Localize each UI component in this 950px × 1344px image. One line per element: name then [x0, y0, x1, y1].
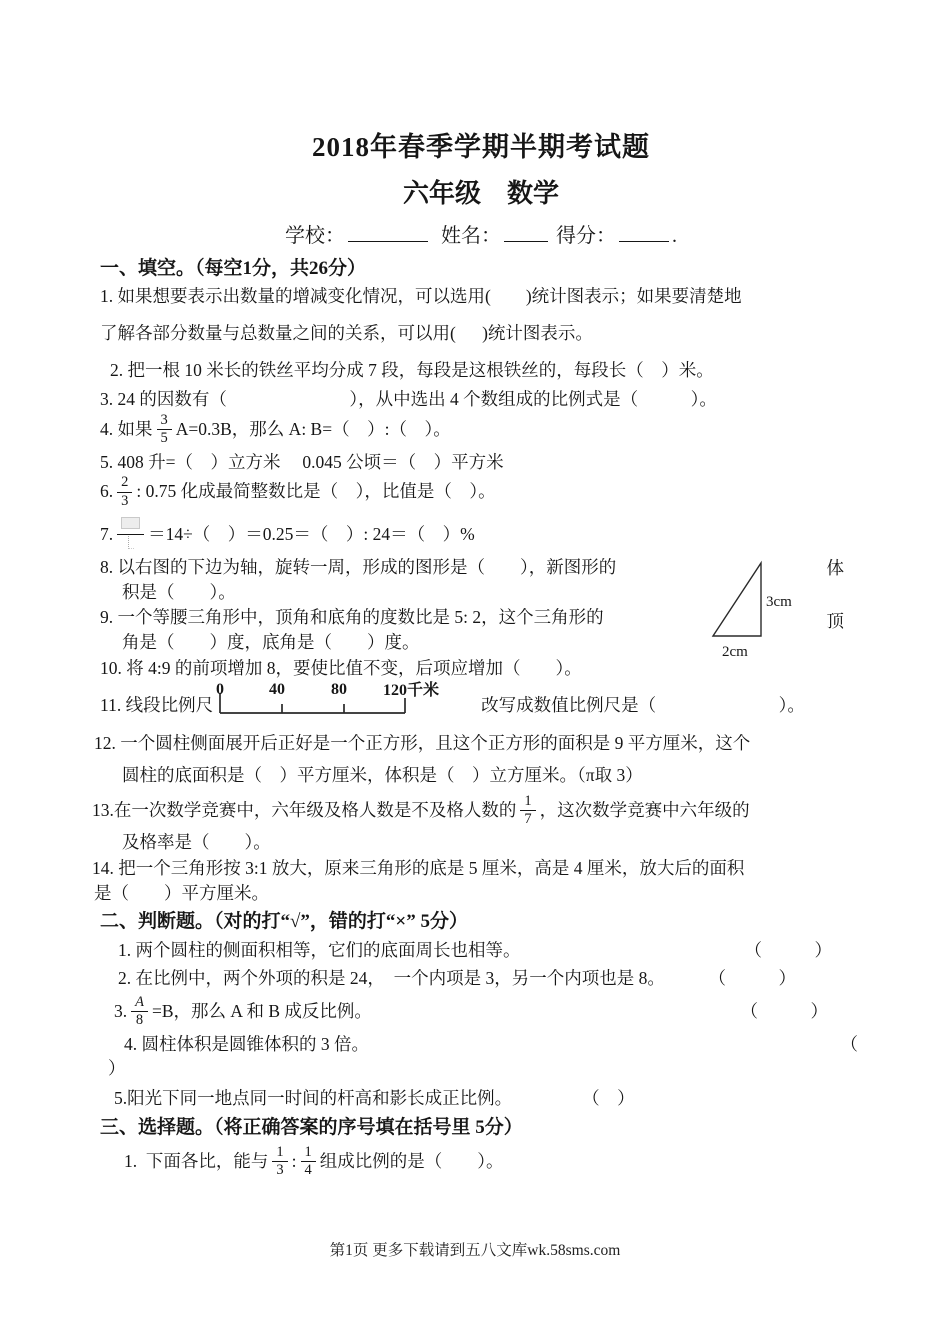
judge-2-brackets: （ ）	[708, 967, 796, 988]
judge-3-brackets: （ ）	[740, 1001, 828, 1021]
fill-q12-line2: 圆柱的底面积是（ ）平方厘米，体积是（ ）立方厘米。（π取 3）	[122, 764, 643, 785]
choice-1-colon: :	[291, 1150, 297, 1171]
school-blank-line	[348, 222, 428, 242]
scale-tick-40: 40	[269, 680, 286, 698]
judge-item-5: 5.阳光下同一地点同一时间的杆高和影长成正比例。 （ ）	[114, 1088, 635, 1109]
judge-4-bracket-open: （	[840, 1034, 858, 1055]
fill-q3: 3. 24 的因数有（ ），从中选出 4 个数组成的比例式是（ ）。	[100, 388, 717, 409]
fill-q10: 10. 将 4:9 的前项增加 8，要使比值不变，后项应增加（ ）。	[100, 657, 582, 678]
fill-q14-line1: 14. 把一个三角形按 3:1 放大，原来三角形的底是 5 厘米，高是 4 厘米，放大后的面积	[92, 858, 745, 879]
judge-1-text: 1. 两个圆柱的侧面积相等，它们的底面周长也相等。	[118, 939, 521, 960]
fraction-denominator: 7	[524, 811, 532, 828]
wrapped-char-ding: 顶	[826, 611, 844, 632]
fraction-1-7	[520, 794, 535, 827]
fill-q4	[100, 413, 862, 446]
after-score-dot: .	[672, 224, 677, 247]
choice-item-1	[100, 1145, 862, 1178]
scale-bar-figure	[213, 680, 455, 722]
fraction-a-8	[131, 995, 148, 1028]
q4-text-pre: 4. 如果	[100, 418, 153, 439]
scale-tick-80: 80	[331, 680, 348, 698]
q13-text-pre: 13.在一次数学竞赛中，六年级及格人数是不及格人数的	[92, 800, 517, 821]
fraction-denominator: 8	[135, 1012, 144, 1029]
fill-q8-line2: 积是（ ）。	[122, 582, 236, 603]
fraction-numerator	[117, 517, 144, 535]
judge-item-1	[100, 939, 862, 962]
judge-2-text: 2. 在比例中，两个外项的积是 24， 一个内项是 3，另一个内项也是 8。	[118, 967, 665, 988]
triangle-base-label: 2cm	[722, 644, 748, 661]
page-footer: 第1页 更多下载请到五八文库wk.58sms.com	[329, 1242, 621, 1259]
fraction-numerator: 1	[301, 1145, 316, 1162]
fraction-3-5	[157, 413, 172, 446]
page-subtitle: 六年级 数学	[402, 178, 559, 208]
fraction-denominator: 3	[121, 492, 129, 509]
fill-q9-line2: 角是（ ）度，底角是（ ）度。	[122, 632, 420, 653]
scale-bar-line	[220, 693, 405, 713]
fill-q5: 5. 408 升=（ ）立方米 0.045 公顷＝（ ）平方米	[100, 452, 504, 473]
judge-item-2	[100, 967, 862, 990]
fill-q13-line1	[92, 794, 862, 827]
blank-box	[121, 517, 140, 529]
fill-q6	[100, 475, 862, 508]
page-title: 2018年春季学期半期考试题	[312, 132, 650, 162]
fraction-numerator: 3	[157, 413, 172, 430]
q6-text-pre: 6.	[100, 481, 114, 502]
wrapped-char-ti: 体	[826, 558, 844, 579]
score-label: 得分：	[556, 224, 616, 247]
judge-4-text: 4. 圆柱体积是圆锥体积的 3 倍。	[124, 1034, 369, 1055]
fill-q12-line1: 12. 一个圆柱侧面展开后正好是一个正方形，且这个正方形的面积是 9 平方厘米，这个	[94, 732, 751, 753]
q11-text-pre: 11. 线段比例尺	[100, 695, 214, 716]
q7-text-pre: 7.	[100, 524, 114, 545]
score-blank-line	[619, 222, 669, 242]
fill-q8-q9-block	[100, 556, 862, 661]
fraction-numerator: A	[131, 995, 148, 1012]
fill-q2: 2. 把一根 10 米长的铁丝平均分成 7 段，每段是这根铁丝的，每段长（ ）米。	[110, 359, 714, 380]
fraction-denominator: 4	[304, 1161, 312, 1178]
triangle-shape	[713, 563, 761, 636]
name-blank-line	[504, 222, 548, 242]
header-fields	[100, 222, 862, 249]
fraction-1-4	[301, 1145, 316, 1178]
fill-q13-line2: 及格率是（ ）。	[122, 832, 271, 853]
fraction-numerator: 2	[117, 475, 132, 492]
fraction-numerator: 1	[272, 1145, 287, 1162]
section-2-heading: 二、判断题。（对的打“√”，错的打“×” 5分）	[100, 910, 469, 932]
fill-q9-line1: 9. 一个等腰三角形中，顶角和底角的度数比是 5: 2，这个三角形的	[100, 607, 604, 628]
blank-box	[128, 536, 134, 549]
q4-text-post: A=0.3B，那么 A: B=（ ）:（ ）。	[175, 418, 451, 439]
section-1-heading: 一、填空。（每空1分，共26分）	[100, 258, 367, 280]
judge-3-text-post: =B，那么 A 和 B 成反比例。	[151, 1001, 372, 1021]
fraction-numerator: 1	[520, 794, 535, 811]
school-label: 学校：	[285, 224, 345, 247]
judge-1-brackets: （ ）	[744, 939, 832, 960]
fraction-denominator: 5	[160, 430, 168, 446]
right-triangle-figure	[706, 556, 810, 662]
fraction-2-3	[117, 475, 132, 508]
fill-q1-line2: 了解各部分数量与总数量之间的关系，可以用( )统计图表示。	[100, 322, 593, 343]
fraction-denominator: 3	[276, 1161, 284, 1178]
judge-item-3	[100, 995, 862, 1028]
q6-text-post: : 0.75 化成最简整数比是（ ），比值是（ ）。	[136, 481, 496, 502]
fill-q7	[100, 517, 862, 553]
fill-q1-line1: 1. 如果想要表示出数量的增减变化情况，可以选用( )统计图表示；如果要清楚地	[100, 286, 742, 307]
scale-tick-0: 0	[216, 680, 225, 698]
fill-q8-line1: 8. 以右图的下边为轴，旋转一周，形成的图形是（ ），新图形的	[100, 557, 617, 578]
q7-text-post: ＝14÷（ ）＝0.25＝（ ）: 24＝（ ）%	[148, 524, 475, 545]
judge-item-4	[100, 1033, 862, 1056]
q11-text-post: 改写成数值比例尺是（ ）。	[481, 695, 805, 716]
triangle-height-label: 3cm	[766, 594, 792, 611]
scale-tick-120km: 120千米	[383, 681, 440, 699]
fraction-denominator	[128, 535, 134, 553]
choice-1-text-pre: 1. 下面各比，能与	[124, 1150, 269, 1171]
judge-item-4-bracket-close: ）	[108, 1058, 126, 1079]
fill-q14-line2: 是（ ）平方厘米。	[94, 883, 269, 904]
section-3-heading: 三、选择题。（将正确答案的序号填在括号里 5分）	[100, 1116, 523, 1138]
judge-3-text-pre: 3.	[114, 1001, 128, 1021]
fill-q11	[100, 680, 862, 722]
name-label: 姓名：	[441, 224, 501, 247]
choice-1-text-post: 组成比例的是（ ）。	[319, 1150, 504, 1171]
fraction-1-3	[272, 1145, 287, 1178]
q13-text-post: ，这次数学竞赛中六年级的	[539, 800, 750, 821]
blank-fraction	[117, 517, 144, 553]
